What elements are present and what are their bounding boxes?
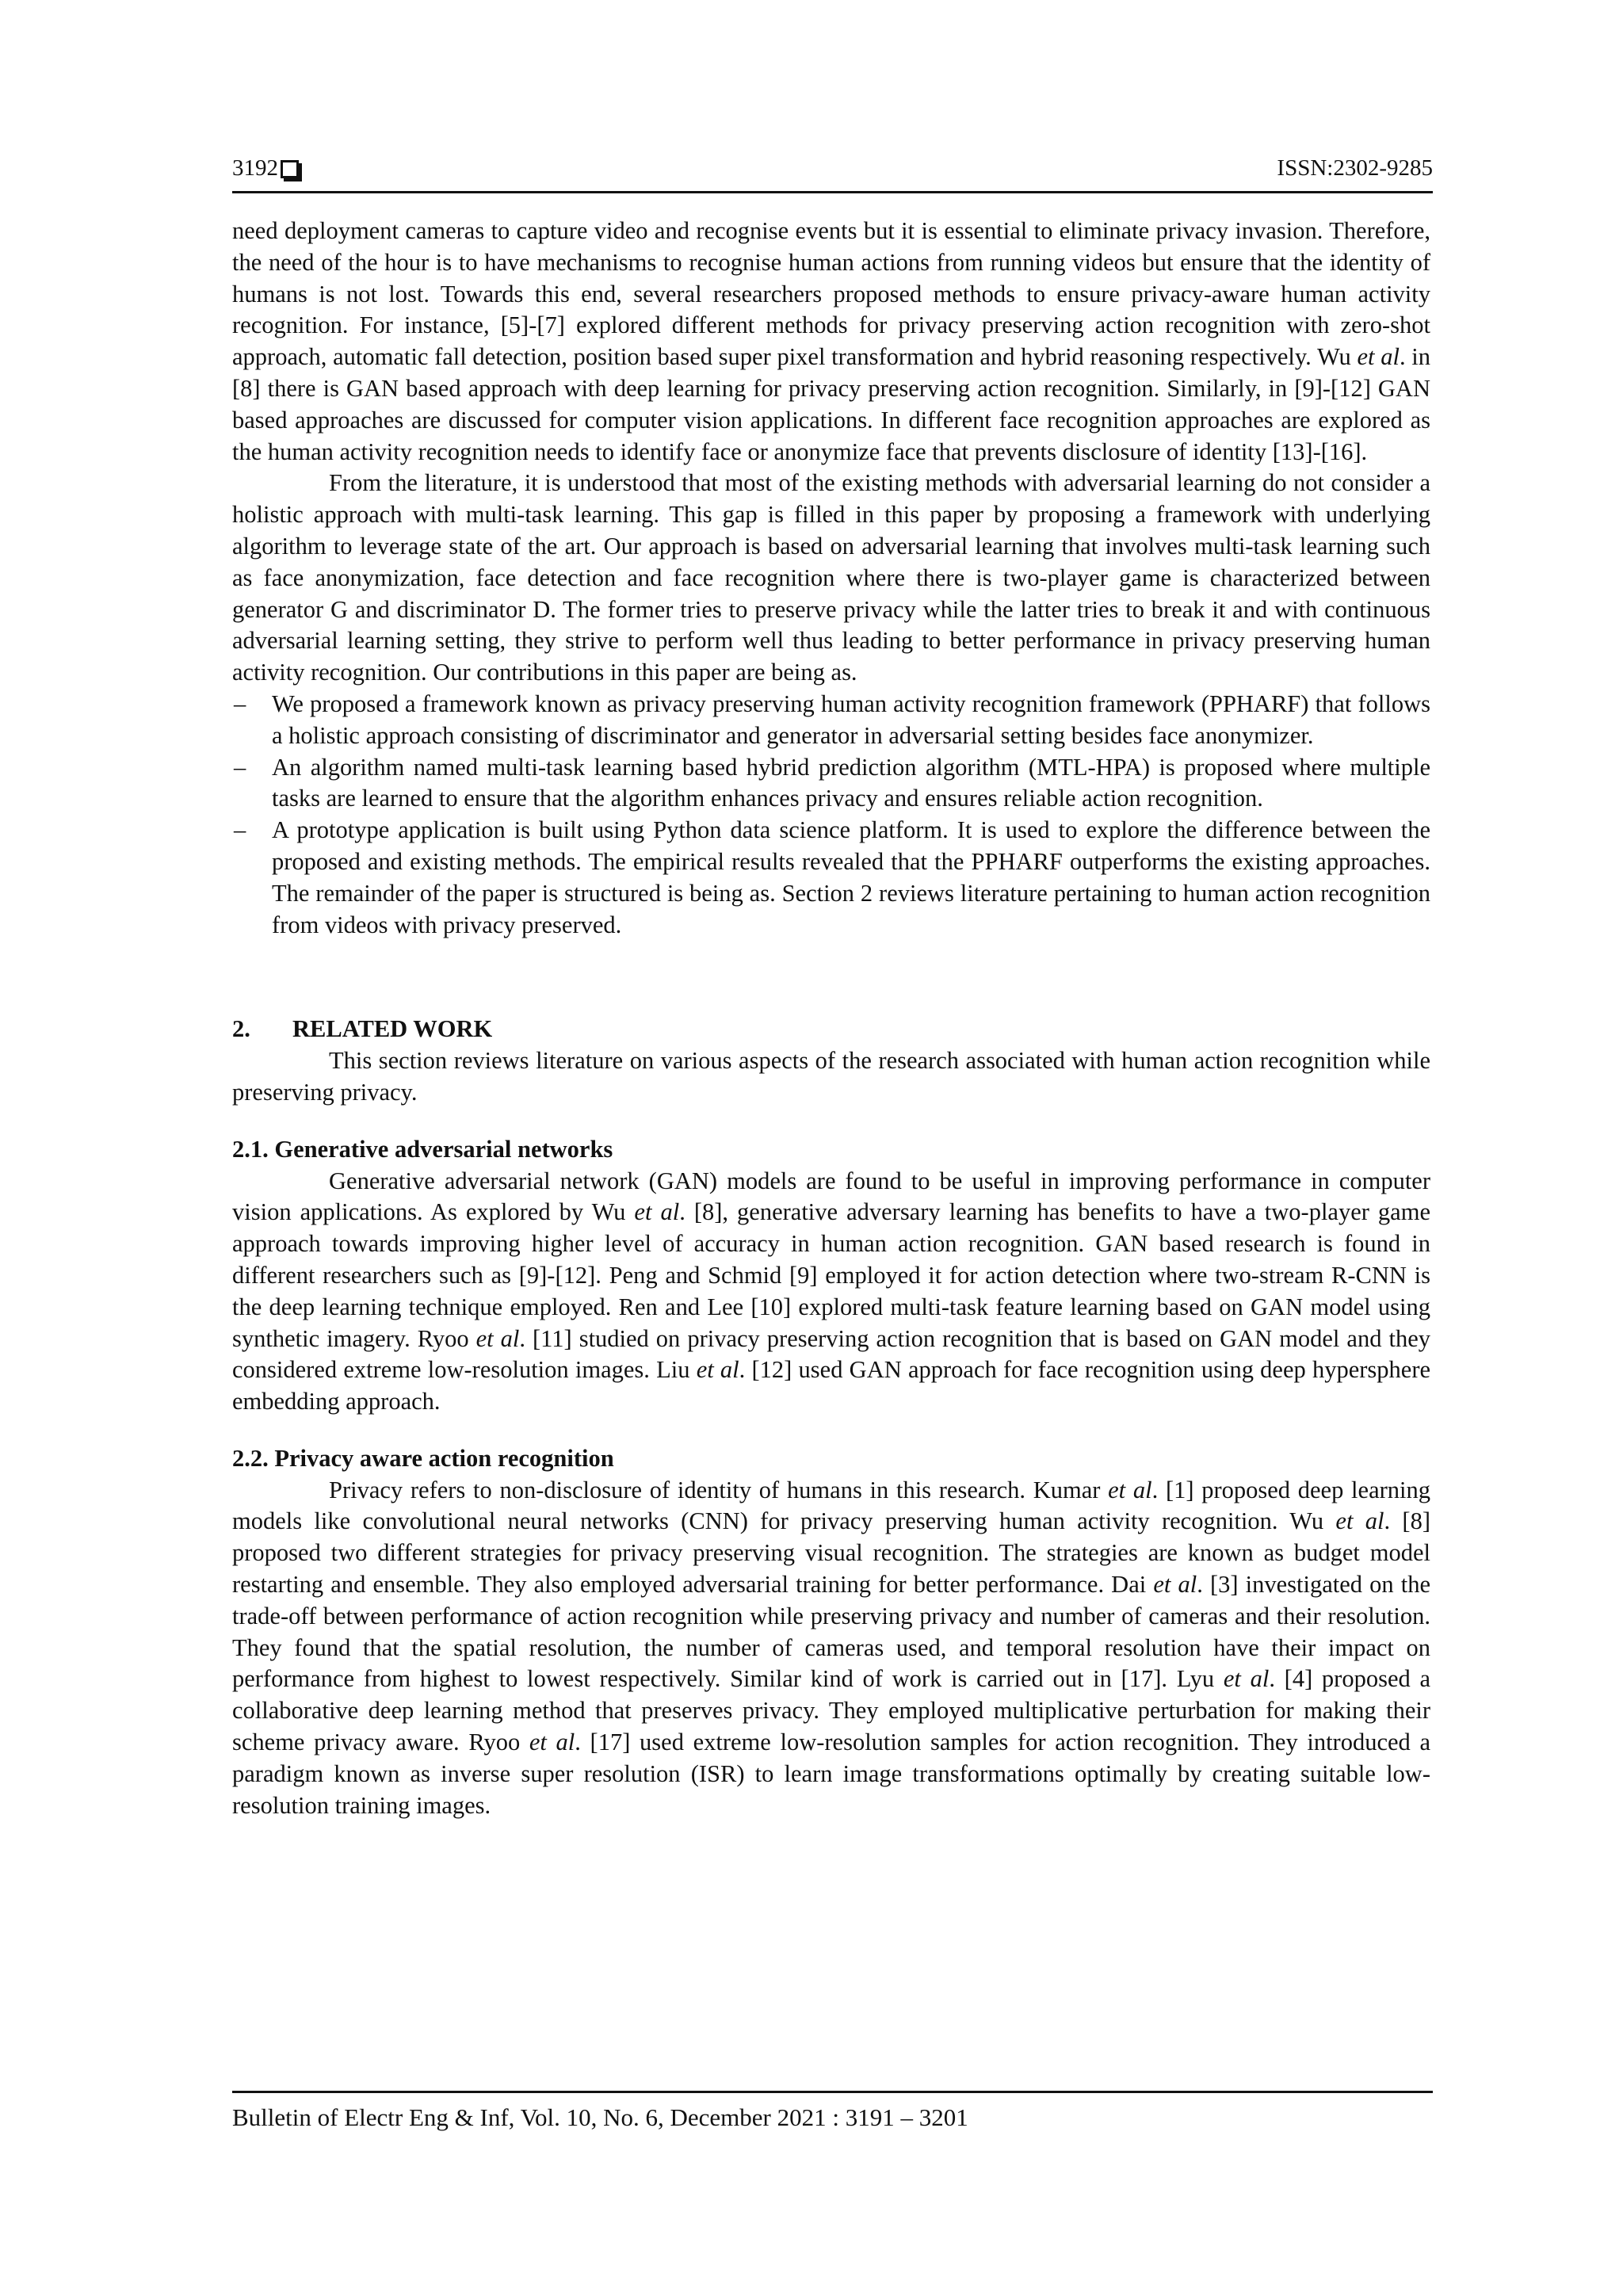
footer-rule (232, 2091, 1433, 2093)
subsection-heading-gan: 2.1. Generative adversarial networks (232, 1135, 613, 1163)
section-number: 2. (232, 1015, 250, 1043)
subsection-paragraph-privacy: Privacy refers to non-disclosure of identity of humans in this research. Kumar et al. [1] proposed deep learning models like convolutional neural networks (CNN) for privacy preserving human activity recognition. Wu et al. [8] proposed two different strategies for privacy preserving visual recognition. The strategies are known as budget model restarting and ensemble. They also employed adversarial training for better performance. Dai et al. [3] investigated on the trade-off between performance of action recognition while preserving privacy and number of cameras and their resolution. They found that the spatial resolution, the number of cameras used, and temporal resolution have their impact on performance from highest to lowest respectively. Similar kind of work is carried out in [17]. Lyu et al. [4] proposed a collaborative deep learning method that preserves privacy. They employed multiplicative perturbation for making their scheme privacy aware. Ryoo et al. [17] used extreme low-resolution samples for action recognition. They introduced a paradigm known as inverse super resolution (ISR) to learn image transformations optimally by creating suitable low-resolution training images. (232, 1476, 1430, 1819)
et-al-italic: et al (696, 1356, 739, 1384)
contributions-list (232, 689, 1430, 941)
page-header (232, 155, 1433, 181)
et-al-italic: et al (1153, 1571, 1197, 1599)
issn: ISSN:2302-9285 (1277, 155, 1433, 181)
page-footer: Bulletin of Electr Eng & Inf, Vol. 10, No. 6, December 2021 : 3191 – 3201 (232, 2103, 968, 2131)
intro-paragraph-2: From the literature, it is understood that most of the existing methods with adversarial learning do not consider a holistic approach with multi-task learning. This gap is filled in this paper by proposing a framework with underlying algorithm to leverage state of the art. Our approach is based on adversarial learning that involves multi-task learning such as face anonymization, face detection and face recognition where there is two-player game is characterized between generator G and discriminator D. The former tries to preserve privacy while the latter tries to break it and with continuous adversarial learning setting, they strive to perform well thus leading to better performance in privacy preserving human activity recognition. Our contributions in this paper are being as. (232, 469, 1430, 686)
et-al-italic: et al (634, 1198, 680, 1226)
et-al-italic: et al (529, 1729, 575, 1756)
et-al-italic: et al (475, 1324, 520, 1352)
page-number-group (232, 155, 299, 181)
header-rule (232, 191, 1433, 193)
et-al-italic: et al (1223, 1665, 1270, 1693)
section-title: RELATED WORK (292, 1015, 493, 1043)
subsection-heading-privacy: 2.2. Privacy aware action recognition (232, 1444, 614, 1472)
subsection-paragraph-gan: Generative adversarial network (GAN) models are found to be useful in improving performance in computer vision applications. As explored by Wu et al. [8], generative adversary learning has benefits to have a two-player game approach towards improving higher level of accuracy in human action recognition. GAN based research is found in different researchers such as [9]-[12]. Peng and Schmid [9] employed it for action detection where two-stream R-CNN is the deep learning technique employed. Ren and Lee [10] explored multi-task feature learning based on GAN model using synthetic imagery. Ryoo et al. [11] studied on privacy preserving action recognition that is based on GAN model and they considered extreme low-resolution images. Liu et al. [12] used GAN approach for face recognition using deep hypersphere embedding approach. (232, 1167, 1431, 1415)
contribution-item: – We proposed a framework known as privacy preserving human activity recognition framework (PPHARF) that follows a holistic approach consisting of discriminator and generator in adversarial setting besides face anonymizer. (232, 689, 1430, 752)
et-al-italic: et al (1335, 1507, 1384, 1535)
et-al-italic: et al (1357, 343, 1400, 371)
contribution-item: – An algorithm named multi-task learning based hybrid prediction algorithm (MTL-HPA) is proposed where multiple tasks are learned to ensure that the algorithm enhances privacy and ensures reliable action recognition. (232, 752, 1430, 816)
paper-body (232, 216, 1430, 1821)
et-al-italic: et al (1108, 1476, 1152, 1503)
contribution-item: – A prototype application is built using Python data science platform. It is used to explore the difference between the proposed and existing methods. The empirical results revealed that the PPHARF outperforms the existing approaches. The remainder of the paper is structured is being as. Section 2 reviews literature pertaining to human action recognition from videos with privacy preserved. (232, 815, 1430, 941)
page-number: 3192 (232, 155, 278, 181)
section-heading (232, 1014, 1430, 1045)
box-icon (281, 160, 299, 178)
intro-paragraph-1: need deployment cameras to capture video and recognise events but it is essential to eliminate privacy invasion. Therefore, the need of the hour is to have mechanisms to recognise human actions from running videos but ensure that the identity of humans is not lost. Towards this end, several researchers proposed methods to ensure privacy-aware human activity recognition. For instance, [5]-[7] explored different methods for privacy preserving action recognition with zero-shot approach, automatic fall detection, position based super pixel transformation and hybrid reasoning respectively. Wu et al. in [8] there is GAN based approach with deep learning for privacy preserving action recognition. Similarly, in [9]-[12] GAN based approaches are discussed for computer vision applications. In different face recognition approaches are explored as the human activity recognition needs to identify face or anonymize face that prevents disclosure of identity [13]-[16]. (232, 217, 1430, 465)
section-paragraph: This section reviews literature on various aspects of the research associated with human action recognition while preserving privacy. (232, 1047, 1430, 1106)
